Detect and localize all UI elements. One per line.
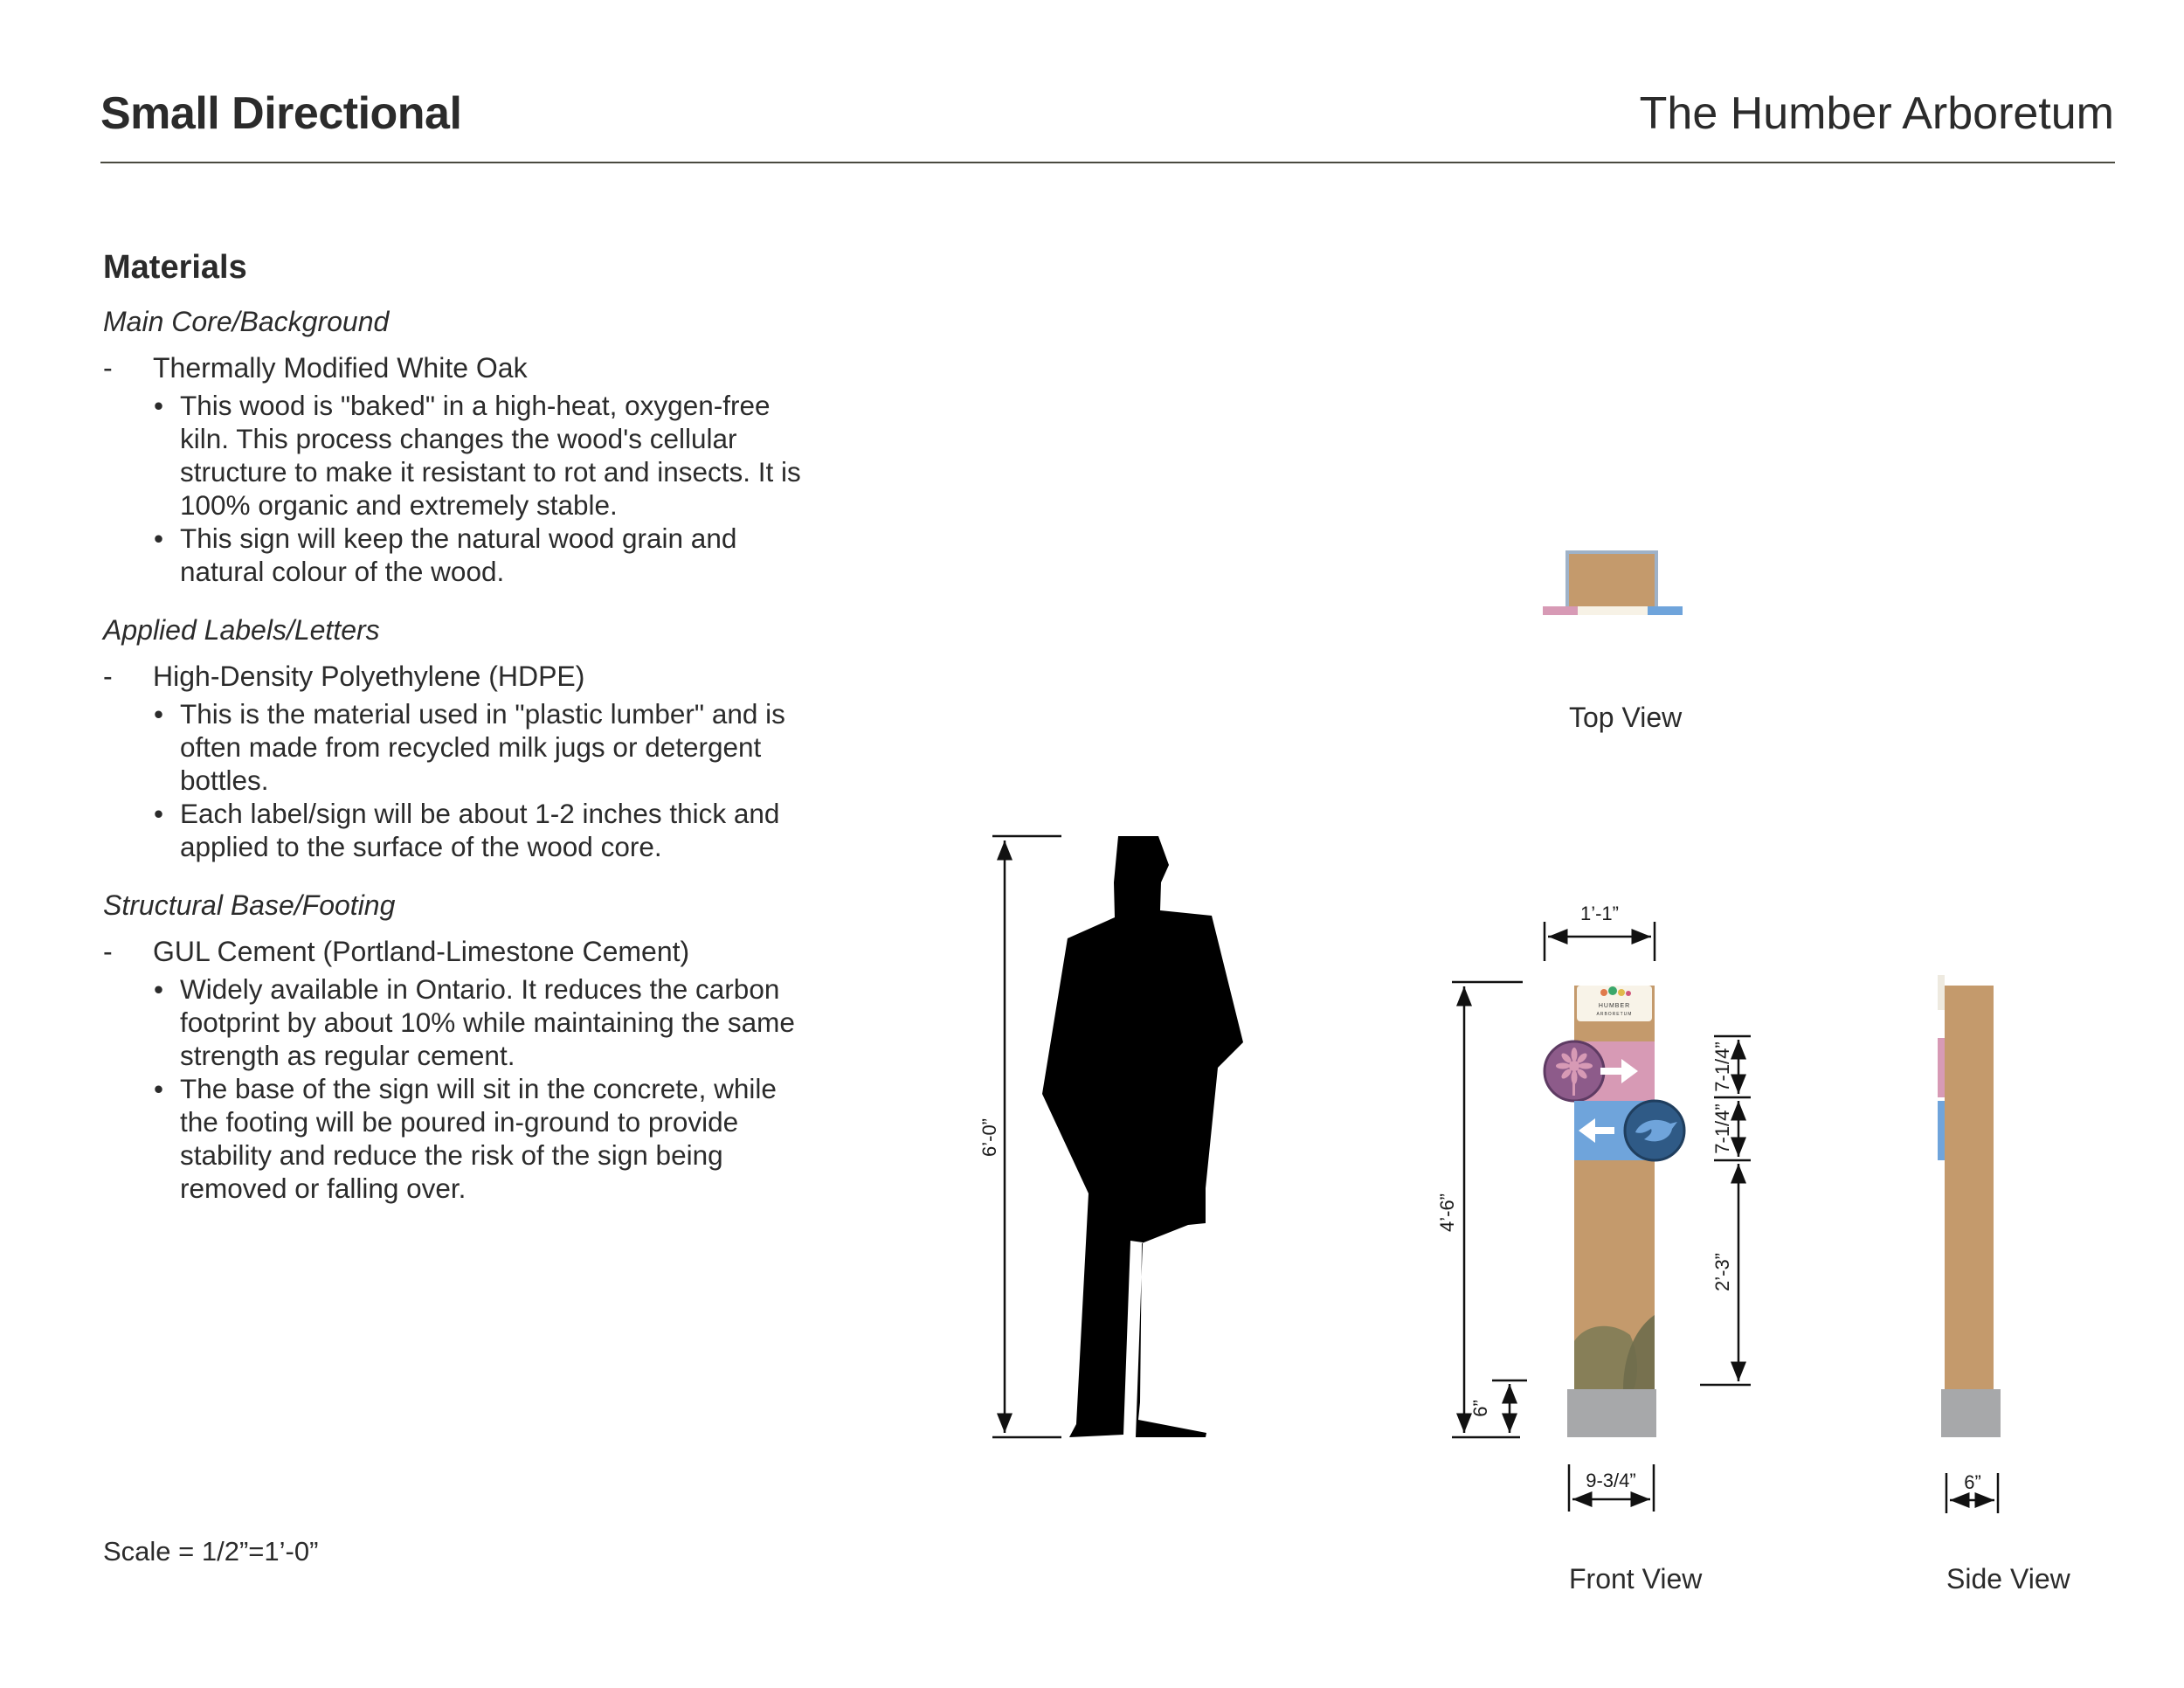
side-logo-edge bbox=[1938, 975, 1945, 1010]
section-title: Main Core/Background bbox=[103, 306, 390, 337]
bullet-dot: • bbox=[154, 390, 164, 421]
dash-marker: - bbox=[103, 661, 113, 692]
page-title: Small Directional bbox=[100, 88, 462, 139]
logo-text: HUMBER bbox=[1598, 1003, 1631, 1009]
side-pink-edge bbox=[1938, 1038, 1945, 1097]
bullet-dot: • bbox=[154, 798, 164, 829]
top-view-label: Top View bbox=[1569, 702, 1683, 733]
scale-note: Scale = 1/2”=1’-0” bbox=[103, 1536, 319, 1567]
section-title: Structural Base/Footing bbox=[103, 889, 396, 921]
top-width-label: 1’-1” bbox=[1579, 903, 1620, 924]
person-scale-figure bbox=[978, 836, 1243, 1437]
top-view bbox=[1543, 552, 1683, 733]
person-height-label: 6’-0” bbox=[978, 1117, 1000, 1158]
top-view-blue-panel bbox=[1648, 606, 1683, 615]
side-view-label: Side View bbox=[1946, 1563, 2070, 1595]
base-height-label: 6” bbox=[1469, 1400, 1491, 1417]
bullet-dot: • bbox=[154, 698, 164, 730]
person-silhouette bbox=[1042, 836, 1243, 1437]
bullet-text: This is the material used in "plastic lumber" and is often made from recycled milk jugs or detergent bottles. bbox=[180, 698, 785, 796]
front-concrete-base bbox=[1567, 1389, 1656, 1437]
side-view bbox=[1938, 975, 2071, 1595]
top-view-logo-panel bbox=[1578, 606, 1648, 615]
bullet-dot: • bbox=[154, 973, 164, 1005]
material-name: Thermally Modified White Oak bbox=[153, 352, 528, 384]
bullet-dot: • bbox=[154, 1073, 164, 1104]
top-view-post bbox=[1567, 552, 1656, 613]
bullet-text: This sign will keep the natural wood grain and natural colour of the wood. bbox=[180, 522, 737, 587]
side-blue-edge bbox=[1938, 1101, 1945, 1160]
panel-1-label: 7-1/4” bbox=[1711, 1041, 1733, 1092]
dash-marker: - bbox=[103, 352, 113, 384]
front-view bbox=[1436, 903, 1751, 1595]
materials-heading: Materials bbox=[103, 249, 247, 286]
top-view-pink-panel bbox=[1543, 606, 1578, 615]
org-name: The Humber Arboretum bbox=[1639, 88, 2114, 139]
material-name: High-Density Polyethylene (HDPE) bbox=[153, 661, 585, 692]
side-concrete-base bbox=[1941, 1389, 2001, 1437]
bullet-text: Widely available in Ontario. It reduces the carbon footprint by about 10% while maintaining the same strength as regular cement. bbox=[180, 973, 795, 1071]
section-title: Applied Labels/Letters bbox=[103, 614, 380, 646]
bullet-text: This wood is "baked" in a high-heat, oxygen-free kiln. This process changes the wood's cellular structure to make it resistant to rot and insects. It is 100% organic and extremely stable. bbox=[180, 390, 801, 521]
panel-2-label: 7-1/4” bbox=[1711, 1103, 1733, 1154]
material-name: GUL Cement (Portland-Limestone Cement) bbox=[153, 936, 690, 967]
bullet-text: The base of the sign will sit in the concrete, while the footing will be poured in-ground to provide stability and reduce the risk of the sign being removed or falling over. bbox=[180, 1073, 777, 1204]
front-view-label: Front View bbox=[1569, 1563, 1703, 1595]
logo-subtext: ARBORETUM bbox=[1596, 1012, 1633, 1017]
lower-post-label: 2’-3” bbox=[1711, 1252, 1733, 1292]
side-post bbox=[1945, 986, 1994, 1389]
bullet-text: Each label/sign will be about 1-2 inches thick and applied to the surface of the wood core. bbox=[180, 798, 780, 862]
dash-marker: - bbox=[103, 936, 113, 967]
front-width-label: 9-3/4” bbox=[1586, 1470, 1636, 1491]
sign-height-label: 4’-6” bbox=[1436, 1193, 1458, 1233]
bullet-dot: • bbox=[154, 522, 164, 554]
side-width-label: 6” bbox=[1964, 1471, 1981, 1493]
